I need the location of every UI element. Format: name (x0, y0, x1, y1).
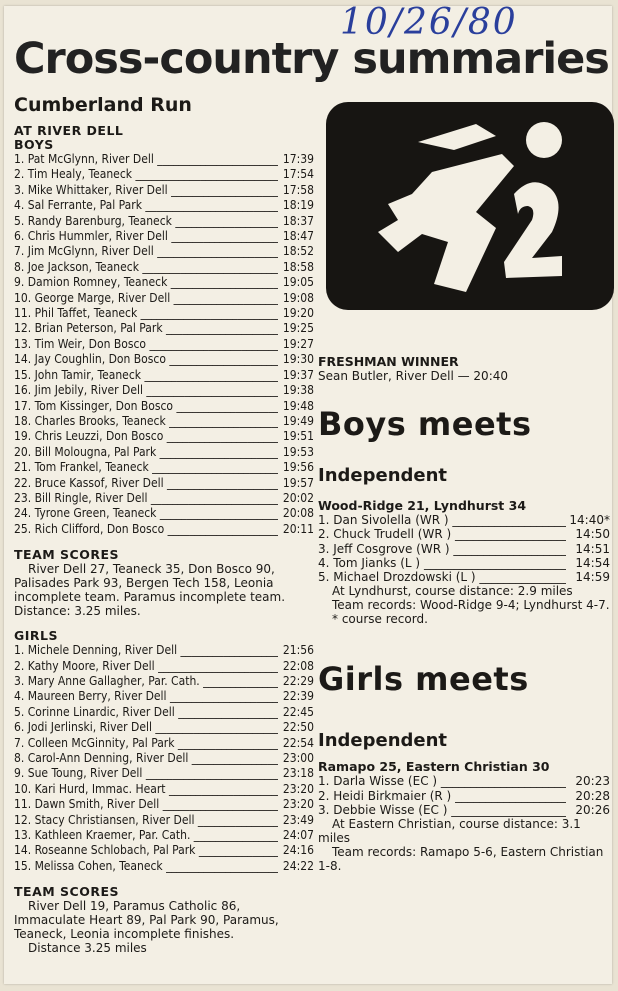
result-row (14, 705, 314, 720)
runner-name: 2. Chuck Trudell (WR ) _____ (318, 527, 566, 541)
runner-time: 20:26 (575, 803, 610, 818)
boys-label: BOYS (14, 137, 54, 152)
girls-meet-note-records: Team records: Ramapo 5-6, Eastern Christian 1-8. (318, 845, 604, 874)
result-row (318, 513, 610, 527)
runner-time: 17:58 (282, 182, 314, 197)
runner-time: 18:19 (282, 198, 314, 213)
runner-time: 19:38 (282, 383, 314, 398)
runner-time: 20:08 (282, 506, 314, 521)
runner-time: 20:23 (575, 774, 610, 789)
runner-time: 14:40* (569, 513, 610, 527)
runner-name: 12. Brian Peterson, Pal Park _____ (14, 321, 278, 336)
runner-time: 20:02 (282, 490, 314, 505)
result-row (14, 198, 314, 213)
boys-meet-results (318, 513, 610, 584)
runner-name: 11. Phil Taffet, Teaneck _____ (14, 306, 278, 321)
runner-name: 14. Roseanne Schlobach, Pal Park _____ (14, 843, 278, 858)
boys-meet-title: Wood-Ridge 21, Lyndhurst 34 (318, 498, 527, 513)
boys-results-list (14, 152, 314, 537)
runner-name: 11. Dawn Smith, River Dell _____ (14, 797, 278, 812)
result-row (14, 306, 314, 321)
runner-name: 18. Charles Brooks, Teaneck _____ (14, 414, 278, 429)
runner-time: 19:25 (282, 321, 314, 336)
runner-name: 4. Maureen Berry, River Dell _____ (14, 689, 278, 704)
result-row (318, 789, 610, 803)
girls-team-scores-text: River Dell 19, Paramus Catholic 86, Immaculate Heart 89, Pal Park 90, Paramus, Teaneck, Leonia incomplete finishes. (14, 899, 279, 942)
result-row (14, 720, 314, 735)
runner-name: 9. Sue Toung, River Dell _____ (14, 766, 278, 781)
headline: Cross-country summaries (14, 34, 609, 84)
runner-name: 3. Mary Anne Gallagher, Par. Cath. _____ (14, 674, 278, 689)
runner-name: 15. Melissa Cohen, Teaneck _____ (14, 859, 278, 874)
runner-name: 1. Darla Wisse (EC ) _____ (318, 774, 566, 788)
runner-name: 16. Jim Jebily, River Dell _____ (14, 383, 278, 398)
result-row (14, 383, 314, 398)
result-row (14, 167, 314, 182)
runner-name: 3. Debbie Wisse (EC ) _____ (318, 803, 566, 817)
runner-time: 14:51 (575, 541, 610, 556)
runner-name: 14. Jay Coughlin, Don Bosco _____ (14, 352, 278, 367)
runner-name: 22. Bruce Kassof, River Dell _____ (14, 476, 278, 491)
girls-distance: Distance 3.25 miles (28, 941, 147, 956)
right-column (318, 96, 610, 873)
result-row (14, 491, 314, 506)
runner-name: 4. Tom Jianks (L ) _____ (318, 556, 566, 570)
runner-name: 12. Stacy Christiansen, River Dell _____ (14, 813, 278, 828)
girls-meet-results (318, 774, 610, 817)
runner-name: 3. Jeff Cosgrove (WR ) _____ (318, 542, 566, 556)
result-row (14, 260, 314, 275)
result-row (14, 214, 314, 229)
result-row (14, 275, 314, 290)
runner-time: 23:18 (282, 766, 314, 781)
result-row (14, 828, 314, 843)
result-row (14, 399, 314, 414)
result-row (318, 803, 610, 817)
freshman-winner-text: Sean Butler, River Dell — 20:40 (318, 369, 509, 383)
girls-independent-heading: Independent (318, 730, 448, 752)
runner-name: 10. George Marge, River Dell _____ (14, 291, 278, 306)
result-row (14, 291, 314, 306)
runner-time: 19:48 (282, 398, 314, 413)
result-row (14, 813, 314, 828)
result-row (14, 643, 314, 658)
result-row (14, 152, 314, 167)
runner-name: 13. Tim Weir, Don Bosco _____ (14, 337, 278, 352)
runner-name: 8. Joe Jackson, Teaneck _____ (14, 260, 278, 275)
result-row (318, 556, 610, 570)
girls-meets-heading: Girls meets (318, 660, 529, 699)
runner-time: 18:58 (282, 259, 314, 274)
runner-time: 19:57 (282, 475, 314, 490)
runner-time: 18:47 (282, 229, 314, 244)
runner-name: 1. Pat McGlynn, River Dell _____ (14, 152, 278, 167)
boys-distance: Distance: 3.25 miles. (14, 604, 141, 619)
result-row (14, 674, 314, 689)
runner-time: 22:29 (282, 673, 314, 688)
runner-name: 15. John Tamir, Teaneck _____ (14, 368, 278, 383)
girls-meet-note-distance: At Eastern Christian, course distance: 3.1 miles (318, 817, 581, 846)
girls-label: GIRLS (14, 628, 59, 644)
runner-name: 2. Tim Healy, Teaneck _____ (14, 167, 278, 182)
runner-time: 22:50 (282, 720, 314, 735)
result-row (14, 352, 314, 367)
runner-name: 23. Bill Ringle, River Dell _____ (14, 491, 278, 506)
boys-independent-heading: Independent (318, 465, 448, 486)
freshman-winner-label: FRESHMAN WINNER (318, 354, 459, 369)
runner-name: 6. Jodi Jerlinski, River Dell _____ (14, 720, 278, 735)
runner-time: 23:20 (282, 797, 314, 812)
runner-time: 19:20 (282, 306, 314, 321)
result-row (14, 843, 314, 858)
runner-name: 3. Mike Whittaker, River Dell _____ (14, 183, 278, 198)
result-row (14, 414, 314, 429)
boys-meet-note-distance: At Lyndhurst, course distance: 2.9 miles (332, 584, 573, 599)
handwritten-date: 10/26/80 (340, 2, 518, 43)
runner-name: 21. Tom Frankel, Teaneck _____ (14, 460, 278, 475)
runner-name: 4. Sal Ferrante, Pal Park _____ (14, 198, 278, 213)
left-column (14, 94, 314, 955)
runner-name: 2. Kathy Moore, River Dell _____ (14, 659, 278, 674)
runner-name: 8. Carol-Ann Denning, River Dell _____ (14, 751, 278, 766)
result-row (14, 445, 314, 460)
runner-time: 23:49 (282, 812, 314, 827)
result-row (14, 460, 314, 475)
runner-name: 24. Tyrone Green, Teaneck _____ (14, 506, 278, 521)
runner-name: 9. Damion Romney, Teaneck _____ (14, 275, 278, 290)
girls-results-list (14, 643, 314, 874)
runner-name: 1. Dan Sivolella (WR ) _____ (318, 513, 566, 527)
runner-time: 22:39 (282, 689, 314, 704)
runner-time: 17:39 (282, 152, 314, 166)
runner-name: 25. Rich Clifford, Don Bosco _____ (14, 522, 278, 537)
runner-time: 18:37 (282, 213, 314, 228)
result-row (14, 736, 314, 751)
runner-time: 22:08 (282, 658, 314, 673)
result-row (14, 337, 314, 352)
runner-name: 19. Chris Leuzzi, Don Bosco _____ (14, 429, 278, 444)
runner-name: 2. Heidi Birkmaier (R ) _____ (318, 789, 566, 803)
result-row (14, 766, 314, 781)
runner-time: 24:16 (282, 843, 314, 858)
result-row (14, 244, 314, 259)
result-row (14, 476, 314, 491)
result-row (14, 859, 314, 874)
runner-time: 14:59 (575, 570, 610, 585)
result-row (14, 183, 314, 198)
runner-name: 17. Tom Kissinger, Don Bosco _____ (14, 399, 278, 414)
result-row (318, 774, 610, 788)
runner-time: 19:49 (282, 413, 314, 428)
runner-name: 10. Kari Hurd, Immac. Heart _____ (14, 782, 278, 797)
result-row (14, 659, 314, 674)
runner-name: 1. Michele Denning, River Dell _____ (14, 643, 278, 658)
location-label: AT RIVER DELL (14, 123, 124, 138)
runner-name: 5. Corinne Linardic, River Dell _____ (14, 705, 278, 720)
result-row (14, 229, 314, 244)
runner-name: 6. Chris Hummler, River Dell _____ (14, 229, 278, 244)
result-row (14, 429, 314, 444)
boys-meets-heading: Boys meets (318, 405, 532, 443)
runner-time: 18:52 (282, 244, 314, 259)
runner-name: 7. Jim McGlynn, River Dell _____ (14, 244, 278, 259)
result-row (318, 570, 610, 584)
runner-name: 5. Randy Barenburg, Teaneck _____ (14, 214, 278, 229)
girls-team-scores-label: TEAM SCORES (14, 884, 119, 900)
runner-time: 19:08 (282, 290, 314, 305)
result-row (14, 689, 314, 704)
runner-time: 19:53 (282, 444, 314, 459)
runner-time: 24:07 (282, 828, 314, 843)
boys-meet-note-records: Team records: Wood-Ridge 9-4; Lyndhurst 4-7. (332, 598, 610, 613)
result-row (318, 542, 610, 556)
result-row (14, 797, 314, 812)
runner-time: 20:11 (282, 521, 314, 536)
result-row (14, 751, 314, 766)
runner-time: 19:30 (282, 352, 314, 367)
boys-meet-note-record-key: * course record. (332, 612, 428, 627)
result-row (14, 321, 314, 336)
boys-team-scores-text: River Dell 27, Teaneck 35, Don Bosco 90, Palisades Park 93, Bergen Tech 158, Leonia incomplete team. Paramus incomplete team. (14, 562, 286, 605)
runner-time: 19:51 (282, 429, 314, 444)
runner-name: 7. Colleen McGinnity, Pal Park _____ (14, 736, 278, 751)
runner-time: 19:27 (282, 336, 314, 351)
result-row (14, 782, 314, 797)
girls-meet-title: Ramapo 25, Eastern Christian 30 (318, 759, 550, 775)
runner-time: 23:00 (282, 751, 314, 765)
runner-name: 5. Michael Drozdowski (L ) _____ (318, 570, 566, 584)
runner-time: 19:05 (282, 275, 314, 290)
event-title: Cumberland Run (14, 94, 192, 116)
runner-name: 13. Kathleen Kraemer, Par. Cath. _____ (14, 828, 278, 843)
runner-icon (326, 102, 614, 310)
runner-name: 20. Bill Molougna, Pal Park _____ (14, 445, 278, 460)
runner-time: 22:45 (282, 704, 314, 719)
result-row (14, 368, 314, 383)
boys-team-scores-label: TEAM SCORES (14, 547, 119, 563)
runner-time: 14:54 (575, 555, 610, 570)
runner-time: 21:56 (282, 643, 314, 658)
runner-logo (326, 102, 614, 310)
result-row (14, 522, 314, 537)
result-row (14, 506, 314, 521)
runner-time: 20:28 (575, 788, 610, 803)
runner-time: 22:54 (282, 735, 314, 750)
runner-time: 23:20 (282, 781, 314, 796)
runner-time: 17:54 (282, 167, 314, 182)
runner-time: 24:22 (282, 858, 314, 873)
runner-time: 19:56 (282, 460, 314, 475)
result-row (318, 527, 610, 541)
runner-time: 14:50 (575, 527, 610, 542)
runner-time: 19:37 (282, 367, 314, 382)
